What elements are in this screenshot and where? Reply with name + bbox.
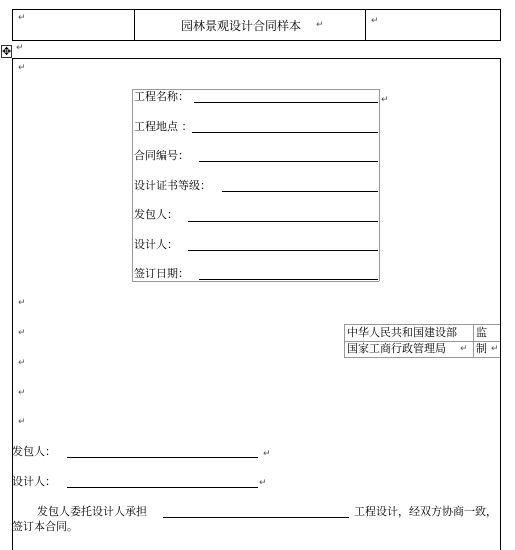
paragraph-mark: ↵: [18, 388, 26, 398]
supervisor-administration: 国家工商行政管理局: [347, 342, 446, 355]
field-line-client[interactable]: [188, 221, 378, 222]
paragraph-mark: ↵: [18, 328, 26, 338]
field-label-contract-number: 合同编号：: [134, 149, 189, 162]
body-paragraph-start: 发包人委托设计人承担: [37, 505, 147, 518]
field-line-contract-number[interactable]: [199, 161, 378, 162]
field-line-project-site[interactable]: [192, 132, 378, 133]
field-label-designer: 设计人：: [134, 238, 178, 251]
separator-row-line: [12, 58, 500, 59]
supervisor-char-2: 制: [476, 342, 487, 355]
paragraph-mark: ↵: [259, 478, 267, 488]
paragraph-mark: ↵: [16, 43, 24, 53]
paragraph-mark: ↵: [460, 344, 468, 354]
body-client-label: 发包人：: [12, 445, 56, 458]
body-project-line[interactable]: [163, 517, 349, 518]
paragraph-mark: ↵: [18, 358, 26, 368]
paragraph-mark: ↵: [316, 20, 324, 30]
field-label-sign-date: 签订日期：: [134, 267, 189, 280]
document-title: 园林景观设计合同样本: [181, 19, 302, 33]
field-line-certificate-grade[interactable]: [222, 191, 378, 192]
supervisor-ministry: 中华人民共和国建设部: [347, 326, 457, 339]
body-client-line[interactable]: [67, 457, 258, 458]
paragraph-mark: ↵: [263, 449, 271, 459]
body-paragraph-mid: 工程设计，经双方协商一致，: [354, 505, 497, 518]
field-label-certificate-grade: 设计证书等级：: [134, 179, 211, 192]
table-move-handle-icon[interactable]: ✥: [2, 45, 12, 58]
paragraph-mark: ↵: [381, 95, 389, 105]
body-designer-line[interactable]: [67, 487, 258, 488]
body-paragraph-end: 签订本合同。: [12, 520, 78, 533]
field-label-project-site: 工程地点 ：: [134, 120, 193, 133]
paragraph-mark: ↵: [18, 298, 26, 308]
field-line-designer[interactable]: [188, 250, 378, 251]
paragraph-mark: ↵: [371, 16, 379, 26]
body-designer-label: 设计人：: [12, 475, 56, 488]
paragraph-mark: ↵: [18, 13, 26, 23]
supervisor-char-1: 监: [476, 326, 487, 339]
field-line-project-name[interactable]: [194, 102, 378, 103]
field-label-client: 发包人：: [134, 208, 178, 221]
field-line-sign-date[interactable]: [199, 279, 378, 280]
paragraph-mark: ↵: [18, 63, 26, 73]
paragraph-mark: ↵: [491, 344, 499, 354]
paragraph-mark: ↵: [18, 417, 26, 427]
field-label-project-name: 工程名称：: [134, 90, 189, 103]
